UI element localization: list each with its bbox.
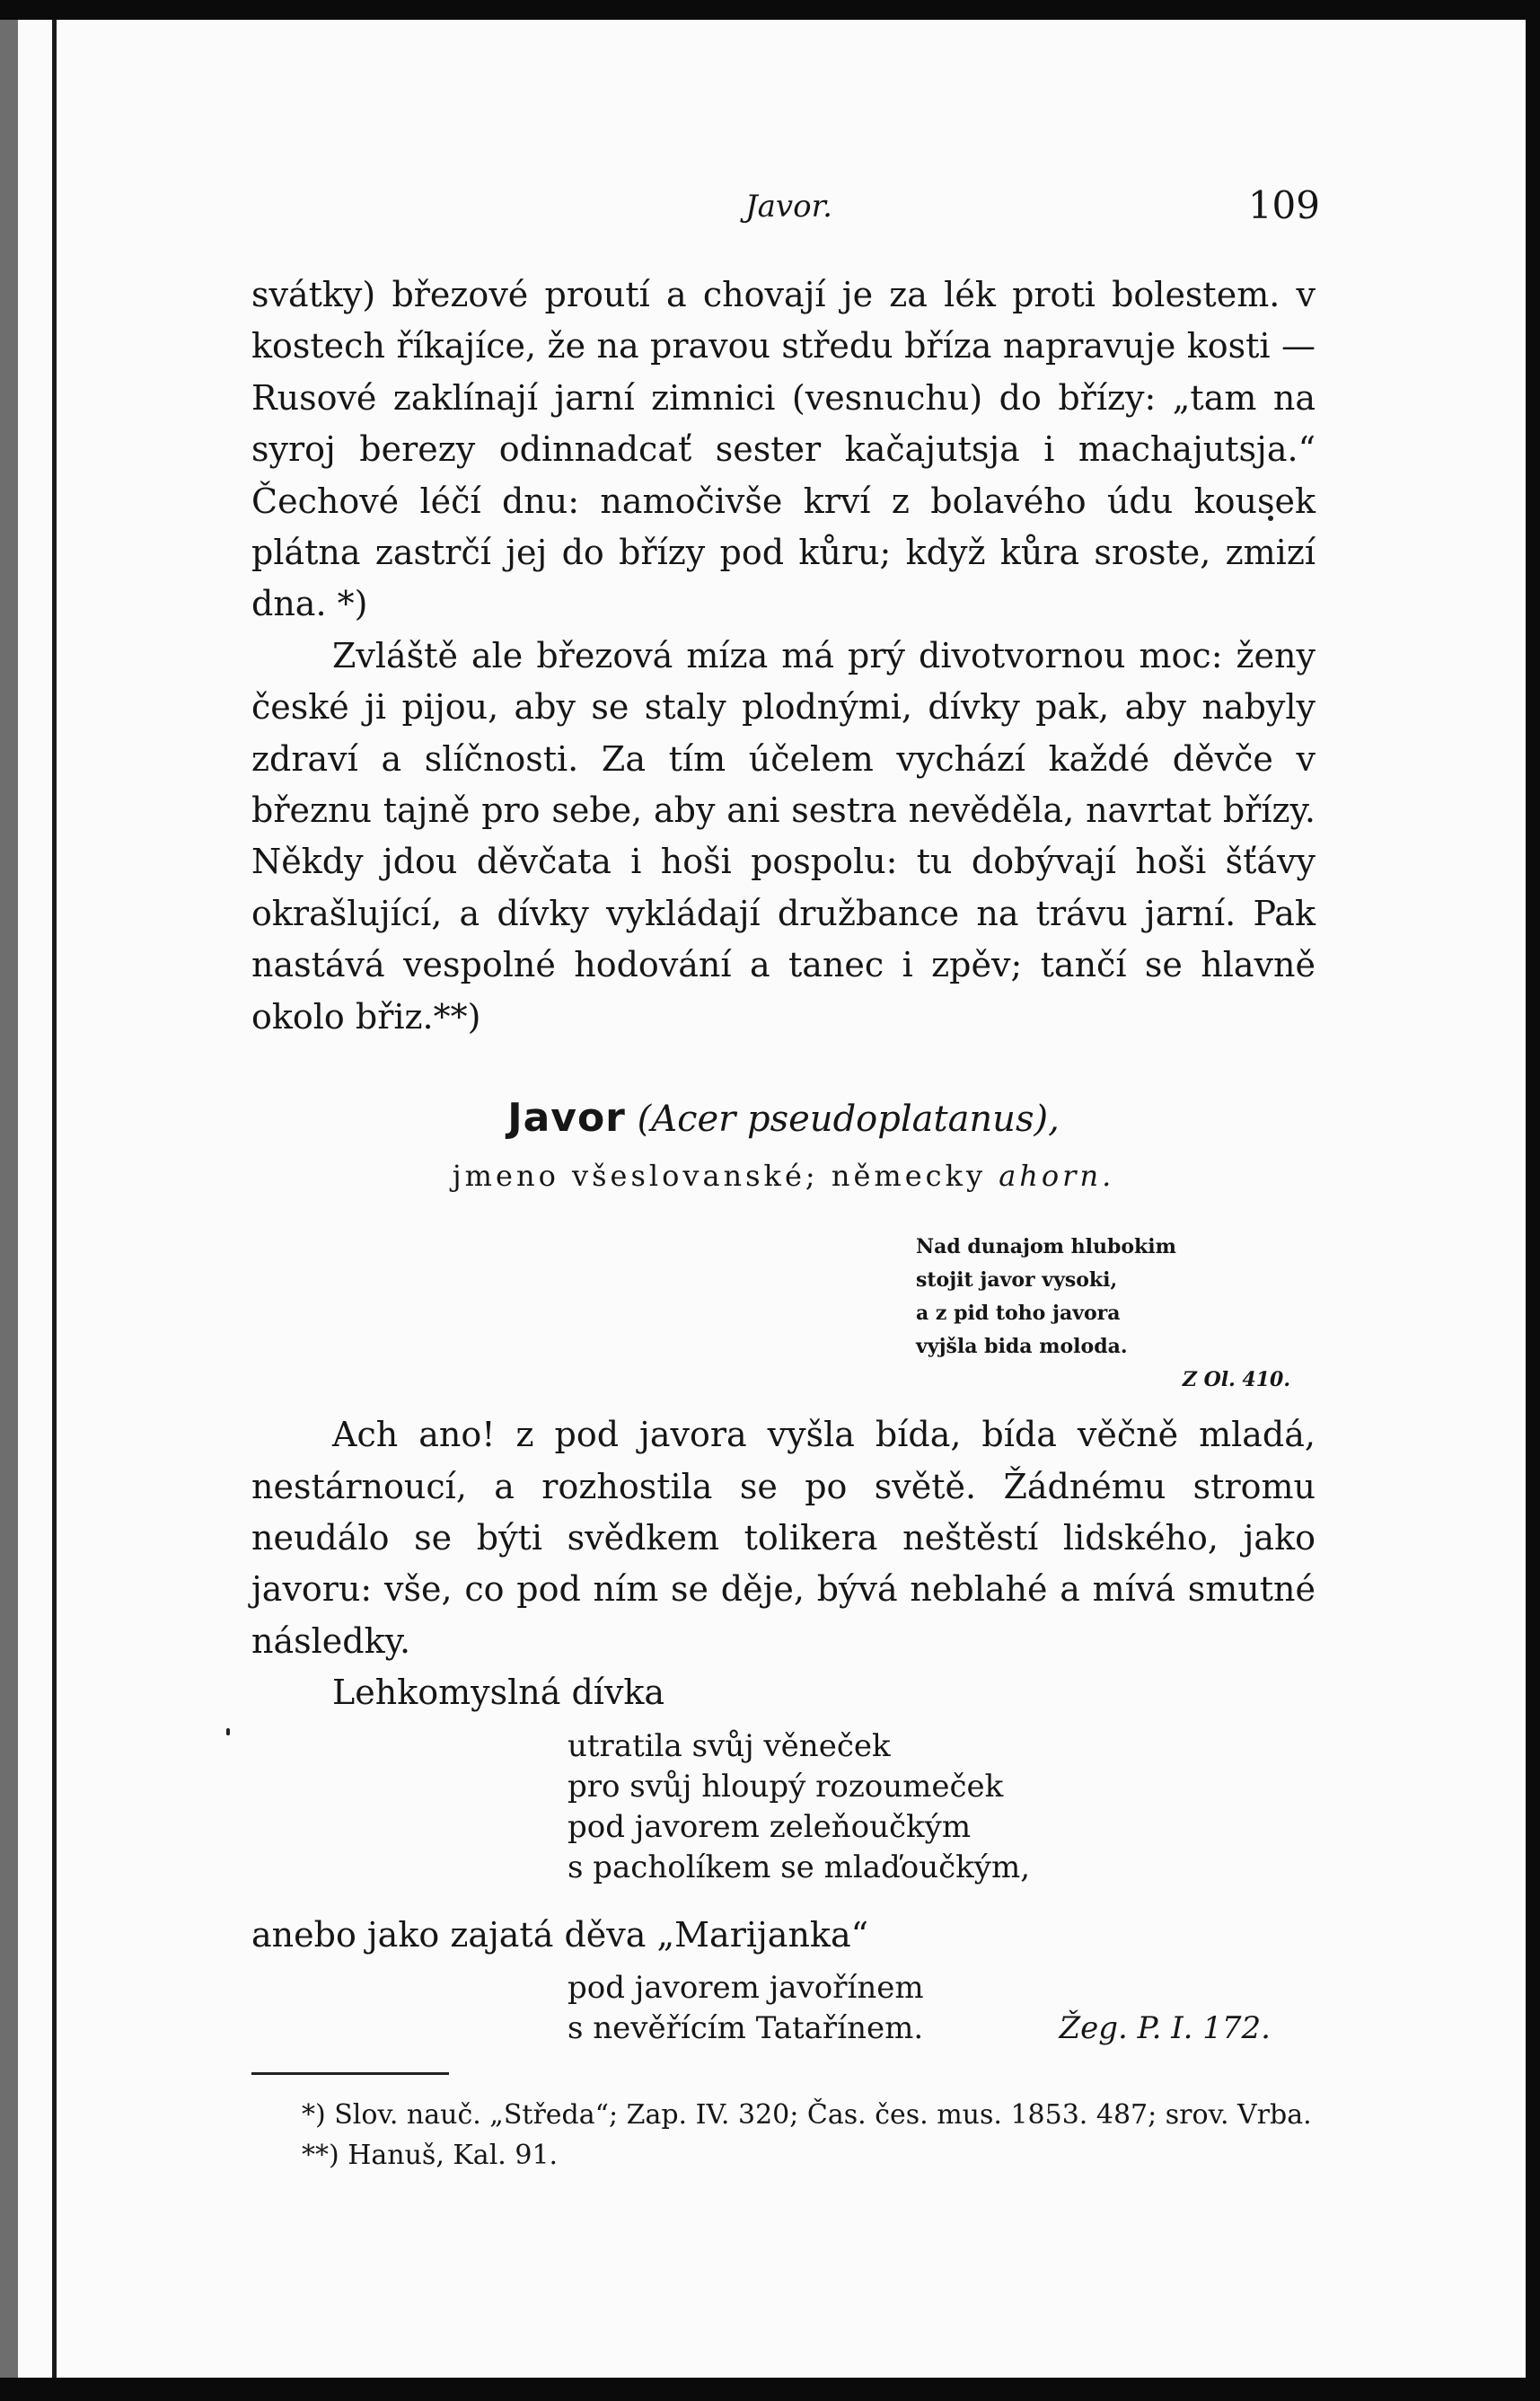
verse-line: pro svůj hloupý rozoumeček: [568, 1768, 1004, 1805]
motto-line: Nad dunajom hlubokim: [916, 1235, 1176, 1259]
paragraph-main: Ach ano! z pod javora vyšla bída, bída věčně mladá, nestárnoucí, a rozhostila se po světě. Žádnému stromu neudálo se býti svědkem tolikera neštěstí lidského, jako javoru: vše, co pod ním se děje, bývá neblahé a mívá smutné následky.: [251, 1415, 1316, 1661]
verse-line: s pacholíkem se mlaďoučkým,: [568, 1849, 1031, 1885]
scan-top-border: [0, 0, 1540, 20]
motto-verse: [916, 1231, 1316, 1397]
motto-line: a z pid toho javora: [916, 1302, 1121, 1326]
binding-gutter-line: [52, 0, 57, 2401]
verse-source: [1060, 2008, 1271, 2049]
scan-left-edge: [0, 0, 18, 2401]
section-heading: [251, 1091, 1316, 1146]
verse-block-1: [568, 1726, 1316, 1888]
motto-source: Z Ol. 410.: [1182, 1368, 1290, 1392]
page-number: 109: [1247, 183, 1320, 227]
subtitle-text: jmeno všeslovanské; německy: [452, 1159, 987, 1194]
running-title: Javor.: [745, 189, 832, 225]
section-title: Javor: [507, 1095, 626, 1142]
subtitle-german: ahorn.: [999, 1159, 1115, 1194]
verse-line: utratila svůj věneček: [568, 1727, 891, 1764]
verse-source-text: Žeg. P. I. 172.: [1059, 2009, 1271, 2046]
motto-line: stojit javor vysoki,: [916, 1268, 1118, 1293]
footnote-1: *) Slov. nauč. „Středa“; Zap. IV. 320; Čas. čes. mus. 1853. 487; srov. Vrba.: [302, 2098, 1312, 2131]
verse-line: s nevěřícím Tatařínem.: [568, 2009, 924, 2046]
ink-speck: [226, 1728, 230, 1735]
paragraph-anebo: anebo jako zajatá děva „Marijanka“: [251, 1914, 869, 1955]
section-latin-name: (Acer pseudoplatanus),: [637, 1099, 1060, 1141]
verse-block-2: [568, 1968, 1316, 2049]
scan-right-border: [1526, 0, 1540, 2401]
footnote-2: **) Hanuš, Kal. 91.: [302, 2139, 559, 2171]
footnote-rule: [251, 2072, 449, 2075]
paragraph-sap: Zvláště ale březová míza má prý divotvornou moc: ženy české ji pijou, aby se staly plodnými, dívky pak, aby nabyly zdraví a slíčnosti. Za tím účelem vychází každé děvče v březnu tajně pro sebe, aby ani sestra nevěděla, navrtat břízy. Někdy jdou děvčata i hoši pospolu: tu dobývají hoši šťávy okrašlující, a dívky vykládají družbance na trávu jarní. Pak nastává vespolné hodování a tanec i zpěv; tančí se hlavně okolo břiz.**): [251, 635, 1316, 1037]
paragraph-continued: svátky) březové proutí a chovají je za lék proti bolestem. v kostech říkajíce, že na pravou středu bříza napravuje kosti — Rusové zaklínají jarní zimnici (vesnuchu) do břízy: „tam na syroj berezy odinnadcať sester kačajutsja i machajutsja.“ Čechové léčí dnu: namočivše krví z bolavého údu kousek plátna zastrčí jej do břízy pod kůru; když kůra sroste, zmizí dna. *): [251, 275, 1316, 624]
page-header: [216, 180, 1320, 234]
page-body: [251, 269, 1316, 2176]
verse-line: pod javorem javořínem: [568, 1969, 924, 2006]
motto-line: vyjšla bida moloda.: [916, 1335, 1128, 1359]
scan-bottom-border: [0, 2378, 1540, 2401]
section-subtitle: [251, 1153, 1316, 1198]
paragraph-lehkomyslna: Lehkomyslná dívka: [332, 1673, 665, 1713]
verse-line: pod javorem zeleňoučkým: [568, 1808, 972, 1845]
